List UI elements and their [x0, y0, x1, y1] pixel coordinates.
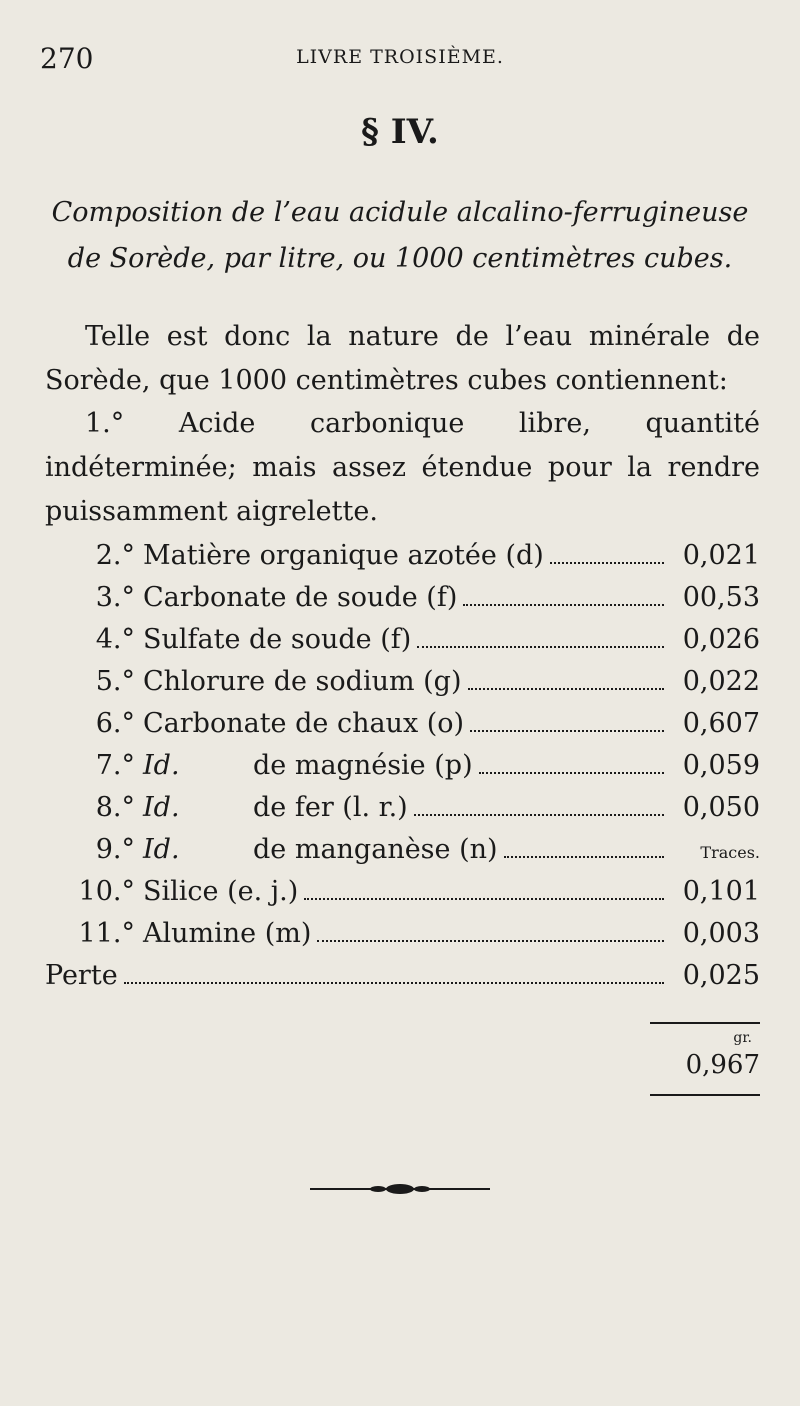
item-value: 0,021: [682, 540, 760, 571]
caption-line-1: Composition de l’eau acidule alcalino-ferrugineuse: [51, 197, 749, 228]
item-number: 3.°: [95, 582, 135, 613]
item-number: 6.°: [95, 708, 135, 739]
leader-dots: [504, 844, 664, 858]
item-name: [143, 576, 457, 618]
item-label: Matière organique azotée (d): [143, 540, 544, 571]
leader-dots: [417, 634, 664, 648]
item-number: 5.°: [95, 666, 135, 697]
item-number: 7.°: [95, 750, 135, 781]
item-value: 0,022: [682, 666, 760, 697]
leader-dots: [124, 970, 664, 984]
leader-dots: [414, 802, 664, 816]
list-item-5: [45, 660, 760, 702]
item-name: [143, 912, 311, 954]
perte-value: 0,025: [682, 960, 760, 991]
item-name: [143, 702, 464, 744]
item-number: 11.°: [78, 918, 135, 949]
item-number: 1.°: [85, 408, 125, 439]
total-value: 0,967: [685, 1050, 760, 1080]
page-number: 270: [40, 42, 94, 75]
item-label: Alumine (m): [143, 918, 312, 949]
leader-dots: [479, 760, 664, 774]
leader-dots: [468, 676, 664, 690]
list-item-8: [45, 786, 760, 828]
list-item-2: [45, 534, 760, 576]
item-name: [143, 870, 298, 912]
item-label: de fer (l. r.): [253, 792, 408, 823]
item-value: 00,53: [682, 582, 760, 613]
item-id-abbrev: Id.: [143, 792, 180, 823]
item-name: [143, 786, 408, 828]
item-value: 0,059: [682, 750, 760, 781]
unit-label: gr.: [733, 1030, 752, 1046]
page-header: [40, 42, 760, 82]
intro-paragraph: Telle est donc la nature de l’eau minérale de Sorède, que 1000 centimètres cubes contiennent:: [45, 321, 760, 396]
item-value: 0,607: [682, 708, 760, 739]
item-value: 0,050: [682, 792, 760, 823]
item-name: [143, 618, 411, 660]
item-number: 9.°: [95, 834, 135, 865]
item-label: Sulfate de soude (f): [143, 624, 412, 655]
running-head: LIVRE TROISIÈME.: [296, 46, 504, 68]
list-item-11: [45, 912, 760, 954]
item-id-abbrev: Id.: [143, 750, 180, 781]
leader-dots: [317, 928, 664, 942]
item-number: 4.°: [95, 624, 135, 655]
list-item-9: [45, 828, 760, 870]
item-value: 0,003: [682, 918, 760, 949]
leader-dots: [304, 886, 664, 900]
list-item-6: [45, 702, 760, 744]
list-item-10: [45, 870, 760, 912]
item-label: Chlorure de sodium (g): [143, 666, 462, 697]
item-number: 10.°: [78, 876, 135, 907]
item-label: Carbonate de chaux (o): [143, 708, 465, 739]
item-name: [143, 828, 498, 870]
leader-dots: [550, 550, 664, 564]
item-label: de magnésie (p): [253, 750, 473, 781]
item-value: 0,026: [682, 624, 760, 655]
leader-dots: [470, 718, 664, 732]
item-label: Silice (e. j.): [143, 876, 299, 907]
item-number: 8.°: [95, 792, 135, 823]
caption-line-2: de Sorède, par litre, ou 1000 centimètres cubes.: [67, 243, 733, 274]
item-value: Traces.: [700, 843, 760, 862]
composition-list: [45, 402, 760, 996]
item-name: [143, 744, 473, 786]
item-value: 0,101: [682, 876, 760, 907]
sum-rule-top: [650, 1022, 760, 1024]
perte-label: Perte: [45, 960, 118, 991]
item-number: 2.°: [95, 540, 135, 571]
list-item-3: [45, 576, 760, 618]
perte-row: [45, 954, 760, 996]
item-name: [143, 660, 462, 702]
ornament-divider: [310, 1182, 490, 1196]
sum-rule-bottom: [650, 1094, 760, 1096]
item-label: Carbonate de soude (f): [143, 582, 458, 613]
item-text: Acide carbonique libre, quantité indéterminée; mais assez étendue pour la rendre puissamment aigrelette.: [45, 408, 760, 527]
list-item-1: [45, 402, 760, 534]
leader-dots: [463, 592, 664, 606]
list-item-7: [45, 744, 760, 786]
item-label: de manganèse (n): [253, 834, 498, 865]
section-title: § IV.: [361, 112, 439, 152]
item-id-abbrev: Id.: [143, 834, 180, 865]
list-item-4: [45, 618, 760, 660]
item-name: [143, 534, 544, 576]
